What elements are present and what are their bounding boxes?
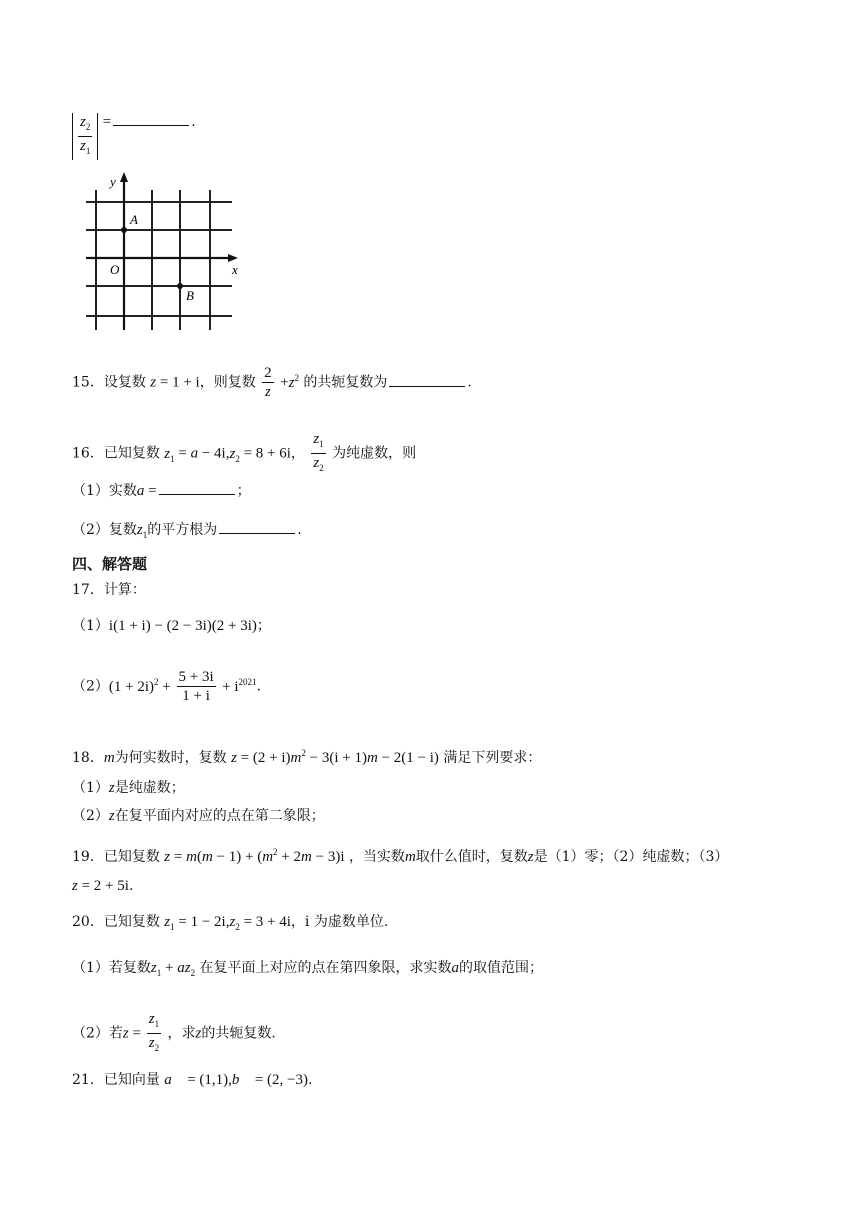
- answer-blank: [389, 374, 465, 387]
- question-18-part-2: （2）z在复平面内对应的点在第二象限；: [72, 808, 325, 824]
- question-17: 17．计算：: [72, 582, 146, 598]
- y-axis-label: y: [110, 174, 116, 189]
- question-20-part-2: （2）若z = $\frac{z_1}{z_2}$ ，求z的共轭复数.: [72, 1011, 276, 1053]
- point-a: [121, 227, 127, 233]
- question-16-part-2: （2）复数$z_1$的平方根为 .: [72, 522, 302, 540]
- x-axis-label: x: [232, 262, 238, 277]
- question-20: 20．已知复数 $z_1 = 1 - 2i,z_2 = 3 + 4i$，i 为虚数单位.: [72, 914, 389, 932]
- q14-tail: $\frac{z_2}{z_1}$ = .: [72, 112, 196, 160]
- question-17-part-1: （1）i(1 + i) − (2 − 3i)(2 + 3i)；: [72, 618, 271, 634]
- answer-blank: [113, 113, 189, 126]
- point-b: [177, 283, 183, 289]
- question-19: 19．已知复数 $z = m(m - 1) + (m^2 + 2m - 3)i$ ，当实数m取什么值时，复数z是（1）零；（2）纯虚数；（3）: [72, 847, 729, 865]
- x-axis-arrow-icon: [228, 254, 238, 262]
- point-b-label: B: [186, 288, 194, 303]
- question-21: 21．已知向量 a⃗ = (1,1),b⃗ = (2, −3).: [72, 1072, 313, 1088]
- y-axis-arrow-icon: [120, 172, 128, 182]
- question-18-part-1: （1）z是纯虚数；: [72, 780, 185, 796]
- origin-label: O: [110, 262, 120, 277]
- question-20-part-1: （1）若复数$z_1 + az_2$ 在复平面上对应的点在第四象限，求实数a的取值范围；: [72, 960, 544, 978]
- question-15: 15．设复数 z = 1 + i，则复数 $\frac{2}{z}$ $+z^2$ 的共轭复数为 .: [72, 365, 472, 400]
- question-16-part-1: （1）实数a = ；: [72, 483, 251, 499]
- answer-blank: [159, 482, 235, 495]
- question-16: 16．已知复数 $z_1 = a - 4i,z_2 = 8 + 6i$， $\frac{z_1}{z_2}$ 为纯虚数，则: [72, 431, 417, 473]
- answer-blank: [219, 521, 295, 534]
- section-heading: 四、解答题: [72, 555, 148, 573]
- question-18: 18．m为何实数时，复数 $z = (2 + i)m^2 - 3(i + 1)m - 2(1 - i)$ 满足下列要求：: [72, 748, 542, 766]
- coordinate-grid-figure: [82, 170, 248, 336]
- question-17-part-2: $(2)(1 + 2i)^2$ + $\frac{5 + 3i}{1 + i}$ + $i^{2021}$.: [72, 669, 261, 704]
- question-19-line-2: z = 2 + 5i.: [72, 878, 134, 894]
- abs-fraction: $\frac{z_2}{z_1}$: [72, 113, 98, 160]
- point-a-label: A: [130, 212, 138, 227]
